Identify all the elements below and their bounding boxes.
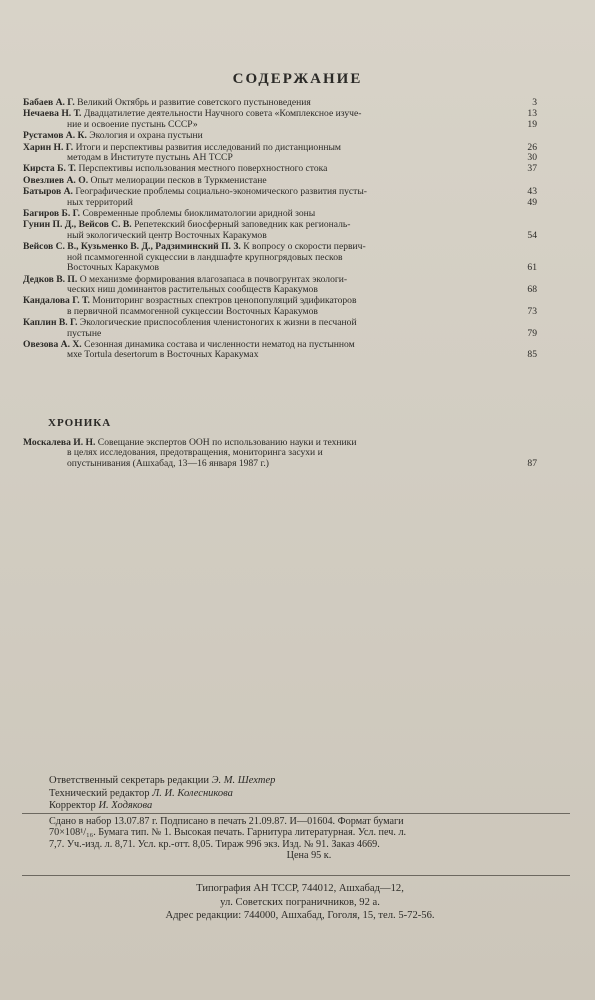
entry-title-line: Сезонная динамика состава и численности нематод на пустынном: [84, 338, 355, 350]
entry-author: Багиров Б. Г.: [23, 208, 81, 220]
toc-entry: [23, 209, 533, 219]
entry-title-line: Двадцатилетие деятельности Научного совета «Комплексное изуче-: [83, 108, 362, 120]
imprint-line: 70×108¹/₁₆. Бумага тип. № 1. Высокая печать. Гарнитура литературная. Усл. печ. л.: [49, 827, 407, 839]
entry-author: Бабаев А. Г.: [23, 97, 75, 108]
entry-title-line: мхе Tortula desertorum в Восточных Каракумах: [67, 349, 259, 361]
entry-title-line: в целях исследования, предотвращения, мониторинга засухи и: [67, 447, 323, 459]
toc-entry: [23, 317, 537, 339]
credit-role: Ответственный секретарь редакции: [49, 775, 210, 786]
entry-page-number: 3: [532, 97, 537, 108]
printing-address: [40, 882, 560, 923]
entry-page-number: 26: [527, 141, 537, 153]
contents-title: СОДЕРЖАНИЕ: [232, 71, 363, 87]
price: Цена 95 к.: [286, 850, 332, 862]
imprint-line: Сдано в набор 13.07.87 г. Подписано в печать 21.09.87. И—01604. Формат бумаги: [49, 816, 404, 827]
entry-author: Каплин В. Г.: [23, 317, 78, 329]
entry-page-number: 68: [527, 283, 537, 295]
entry-title-line: опустынивания (Ашхабад, 13—16 января 1987 г.): [67, 457, 269, 469]
credit-name: И. Ходякова: [98, 800, 153, 812]
toc-entry: [23, 273, 537, 296]
toc-entry: [23, 163, 537, 175]
entry-title-line: Репетекский биосферный заповедник как региональ-: [134, 219, 351, 231]
imprint-line: 7,7. Уч.-изд. л. 8,71. Усл. кр.-отт. 8,05. Тираж 996 экз. Изд. № 91. Заказ 4669.: [49, 838, 380, 850]
entry-title-line: ние и освоение пустынь СССР»: [67, 118, 198, 130]
entry-author: Кирста Б. Т.: [23, 163, 77, 175]
entry-title-line: Современные проблемы биоклиматологии аридной зоны: [82, 208, 316, 220]
toc-entry: [23, 295, 537, 317]
entry-page-number: 54: [527, 229, 537, 241]
entry-page-number: 49: [527, 196, 537, 208]
toc-entry: [23, 241, 537, 274]
entry-page-number: 61: [527, 262, 537, 274]
table-of-contents: [23, 97, 537, 362]
entry-title-line: ческих ниш доминантов растительных сообществ Каракумов: [67, 283, 318, 295]
entry-title-line: Опыт мелиорации песков в Туркменистане: [90, 174, 267, 186]
entry-author: Овезова А. Х.: [23, 338, 82, 350]
entry-title-line: Великий Октябрь и развитие советского пустыноведения: [77, 97, 311, 108]
entry-page-number: 79: [527, 327, 537, 339]
credit-name: Л. И. Колесникова: [152, 787, 233, 799]
entry-author: Овезлиев А. О.: [23, 174, 89, 186]
divider: [22, 875, 570, 876]
entry-title-line: Итоги и перспективы развития исследований по дистанционным: [75, 141, 341, 153]
entry-title-line: Восточных Каракумов: [67, 262, 160, 274]
entry-title-line: К вопросу о скорости первич-: [243, 241, 366, 253]
entry-author: Вейсов С. В., Кузьменко В. Д., Радзиминский П. З.: [23, 241, 241, 253]
entry-title-line: Перспективы использования местного поверхностного стока: [78, 163, 328, 175]
entry-title-line: в первичной псаммогенной сукцессии Восточных Каракумов: [67, 305, 318, 317]
entry-page-number: 43: [527, 186, 537, 198]
entry-title-line: Мониторинг возрастных спектров ценопопуляций эдификаторов: [92, 295, 357, 307]
toc-entry: [23, 97, 537, 108]
entry-title-line: Экологические приспособления членистоногих к жизни в песчаной: [79, 317, 357, 329]
entry-title-line: ной псаммогенной сукцессии в ландшафте крупногрядовых песков: [67, 251, 343, 263]
entry-title-line: Географические проблемы социально-экономического развития пусты-: [75, 186, 367, 198]
entry-page-number: 87: [527, 457, 537, 469]
entry-author: Батыров А.: [23, 186, 73, 198]
entry-title-line: ных территорий: [67, 196, 133, 208]
entry-author: Нечаева Н. Т.: [23, 108, 82, 120]
toc-entry: [23, 108, 537, 130]
credit-name: Э. М. Шехтер: [211, 775, 276, 786]
entry-title-line: Экология и охрана пустыни: [89, 130, 203, 142]
entry-author: Дедков В. П.: [23, 273, 78, 285]
toc-entry: [23, 131, 533, 141]
address-line: Адрес редакции: 744000, Ашхабад, Гоголя, 15, тел. 5-72-56.: [165, 910, 435, 922]
chronicle-list: [23, 437, 537, 470]
entry-page-number: 19: [527, 118, 537, 130]
editorial-credits: [49, 775, 275, 813]
entry-page-number: 37: [527, 163, 537, 175]
entry-page-number: 13: [527, 108, 537, 120]
entry-page-number: 73: [527, 305, 537, 317]
toc-entry: [23, 338, 537, 361]
address-line: Типография АН ТССР, 744012, Ашхабад—12,: [196, 883, 404, 894]
entry-title-line: Совещание экспертов ООН по использованию науки и техники: [97, 437, 357, 448]
credit-line: [49, 800, 275, 813]
credit-role: Технический редактор: [49, 787, 150, 799]
toc-entry: [23, 186, 537, 208]
credit-line: [49, 788, 275, 801]
toc-entry: [23, 141, 537, 164]
section-title-chronicle: ХРОНИКА: [48, 417, 112, 429]
entry-author: Кандалова Г. Т.: [23, 295, 90, 307]
entry-author: Харин Н. Г.: [23, 141, 74, 153]
address-line: ул. Советских пограничников, 92 а.: [220, 896, 380, 908]
entry-author: Рустамов А. К.: [23, 130, 87, 142]
credit-role: Корректор: [49, 800, 96, 812]
entry-page-number: 85: [527, 349, 537, 361]
entry-page-number: 30: [527, 152, 537, 164]
entry-title-line: О механизме формирования влагозапаса в почвогрунтах экологи-: [79, 273, 348, 285]
divider: [22, 813, 570, 814]
entry-title-line: пустыне: [67, 327, 102, 339]
entry-author: Москалева И. Н.: [23, 437, 96, 448]
imprint-block: [49, 816, 569, 862]
entry-title-line: методам в Институте пустынь АН ТССР: [67, 152, 233, 164]
toc-entry: [23, 437, 537, 469]
entry-author: Гунин П. Д., Вейсов С. В.: [23, 219, 132, 231]
credit-line: [49, 775, 275, 788]
toc-entry: [23, 219, 537, 241]
entry-title-line: ный экологический центр Восточных Каракумов: [67, 229, 267, 241]
toc-entry: [23, 176, 533, 186]
